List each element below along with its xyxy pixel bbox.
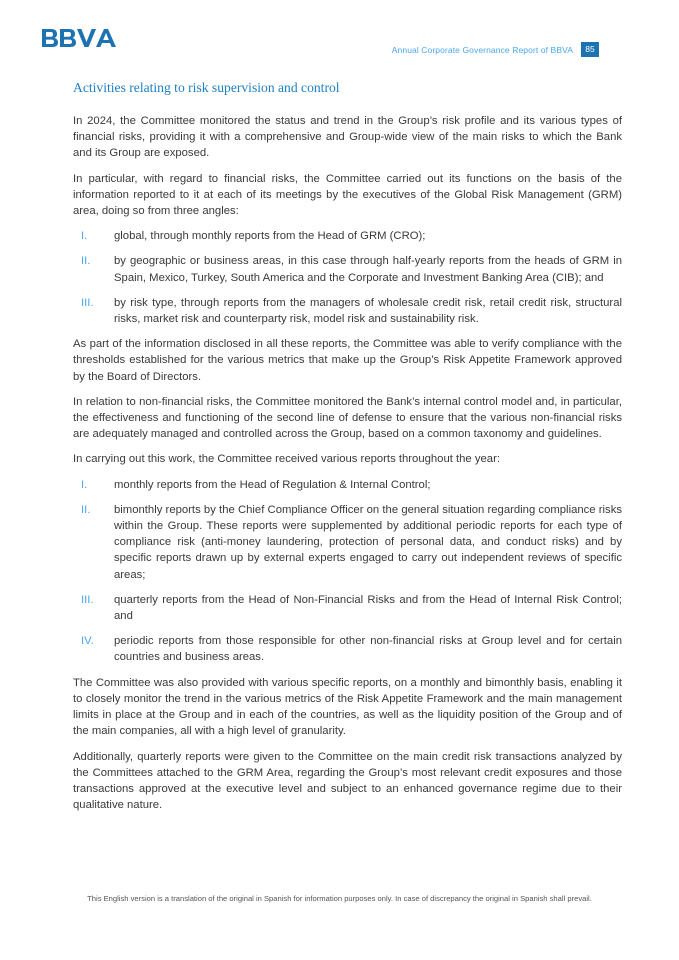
list-numeral: IV. bbox=[81, 635, 94, 648]
paragraph: The Committee was also provided with various specific reports, on a monthly and bimonthly basis, enabling it to closely monitor the trend in the various metrics of the Risk Appetite Framework and the main management limits in place at the Group and in each of the countries, as well as the liquidity position of the Group and of the main companies, all with a high level of granularity. bbox=[73, 676, 622, 738]
paragraph: In carrying out this work, the Committee received various reports throughout the year: bbox=[73, 453, 500, 466]
list-numeral: II. bbox=[81, 503, 91, 516]
bbva-logo bbox=[42, 27, 120, 49]
list-numeral: I. bbox=[81, 230, 88, 243]
list-item-text: by risk type, through reports from the managers of wholesale credit risk, retail credit risk, structural risks, market risk and counterparty risk, model risk and sustainability risk. bbox=[114, 296, 622, 326]
list-item bbox=[73, 502, 622, 583]
list-numeral: III. bbox=[81, 296, 94, 309]
list-item-text: global, through monthly reports from the Head of GRM (CRO); bbox=[114, 230, 426, 243]
list-item-text: quarterly reports from the Head of Non-Financial Risks and from the Head of Internal Risk Control; and bbox=[114, 593, 622, 623]
list-item-text: monthly reports from the Head of Regulation & Internal Control; bbox=[114, 478, 431, 491]
list-item bbox=[73, 295, 622, 327]
list-item bbox=[73, 592, 622, 624]
list-item-text: periodic reports from those responsible for other non-financial risks at Group level and for certain countries and business areas. bbox=[114, 635, 622, 664]
main-content bbox=[73, 80, 622, 822]
page-number: 85 bbox=[581, 42, 599, 57]
list-item bbox=[73, 228, 622, 244]
financial-risk-angles-list bbox=[73, 228, 622, 327]
list-numeral: III. bbox=[81, 593, 94, 606]
paragraph: In relation to non-financial risks, the Committee monitored the Bank’s internal control model and, in particular, the effectiveness and functioning of the second line of defense to ensure that the various non-financial risks are adequately managed and controlled across the Group, based on a common taxonomy and guidelines. bbox=[73, 395, 622, 441]
paragraph: As part of the information disclosed in all these reports, the Committee was able to verify compliance with the thresholds established for the various metrics that make up the Group’s Risk Appetite Framework approved by the Board of Directors. bbox=[73, 338, 622, 383]
section-heading: Activities relating to risk supervision and control bbox=[73, 80, 340, 95]
paragraph: In 2024, the Committee monitored the status and trend in the Group’s risk profile and its various types of financial risks, providing it with a comprehensive and Group-wide view of the main risks to which the Bank and its Group are exposed. bbox=[73, 115, 622, 160]
list-item-text: by geographic or business areas, in this case through half-yearly reports from the heads of GRM in Spain, Mexico, Turkey, South America and the Corporate and Investment Banking Area (CIB); and bbox=[114, 255, 622, 284]
reports-received-list bbox=[73, 477, 622, 666]
report-title: Annual Corporate Governance Report of BBVA bbox=[391, 45, 573, 55]
list-item bbox=[73, 253, 622, 285]
paragraph: Additionally, quarterly reports were given to the Committee on the main credit risk transactions analyzed by the Committees attached to the GRM Area, regarding the Group’s most relevant credit exposures and those transactions approved at the executive level and subject to an enhanced governance regime due to their qualitative nature. bbox=[73, 750, 622, 812]
footer-disclaimer: This English version is a translation of the original in Spanish for information purposes only. In case of discrepancy the original in Spanish shall prevail. bbox=[87, 894, 592, 903]
list-item bbox=[73, 633, 622, 665]
paragraph: In particular, with regard to financial risks, the Committee carried out its functions on the basis of the information reported to it at each of its meetings by the executives of the Global Risk Management (GRM) area, doing so from three angles: bbox=[73, 172, 622, 218]
list-numeral: I. bbox=[81, 478, 88, 491]
list-item bbox=[73, 477, 622, 493]
list-item-text: bimonthly reports by the Chief Compliance Officer on the general situation regarding compliance risks within the Group. These reports were supplemented by additional periodic reports for each type of compliance risk (anti-money laundering, protection of personal data, and conduct risks) and by specific reports drawn up by external experts engaged to carry out independent reviews of specific areas; bbox=[114, 503, 622, 581]
list-numeral: II. bbox=[81, 255, 91, 268]
